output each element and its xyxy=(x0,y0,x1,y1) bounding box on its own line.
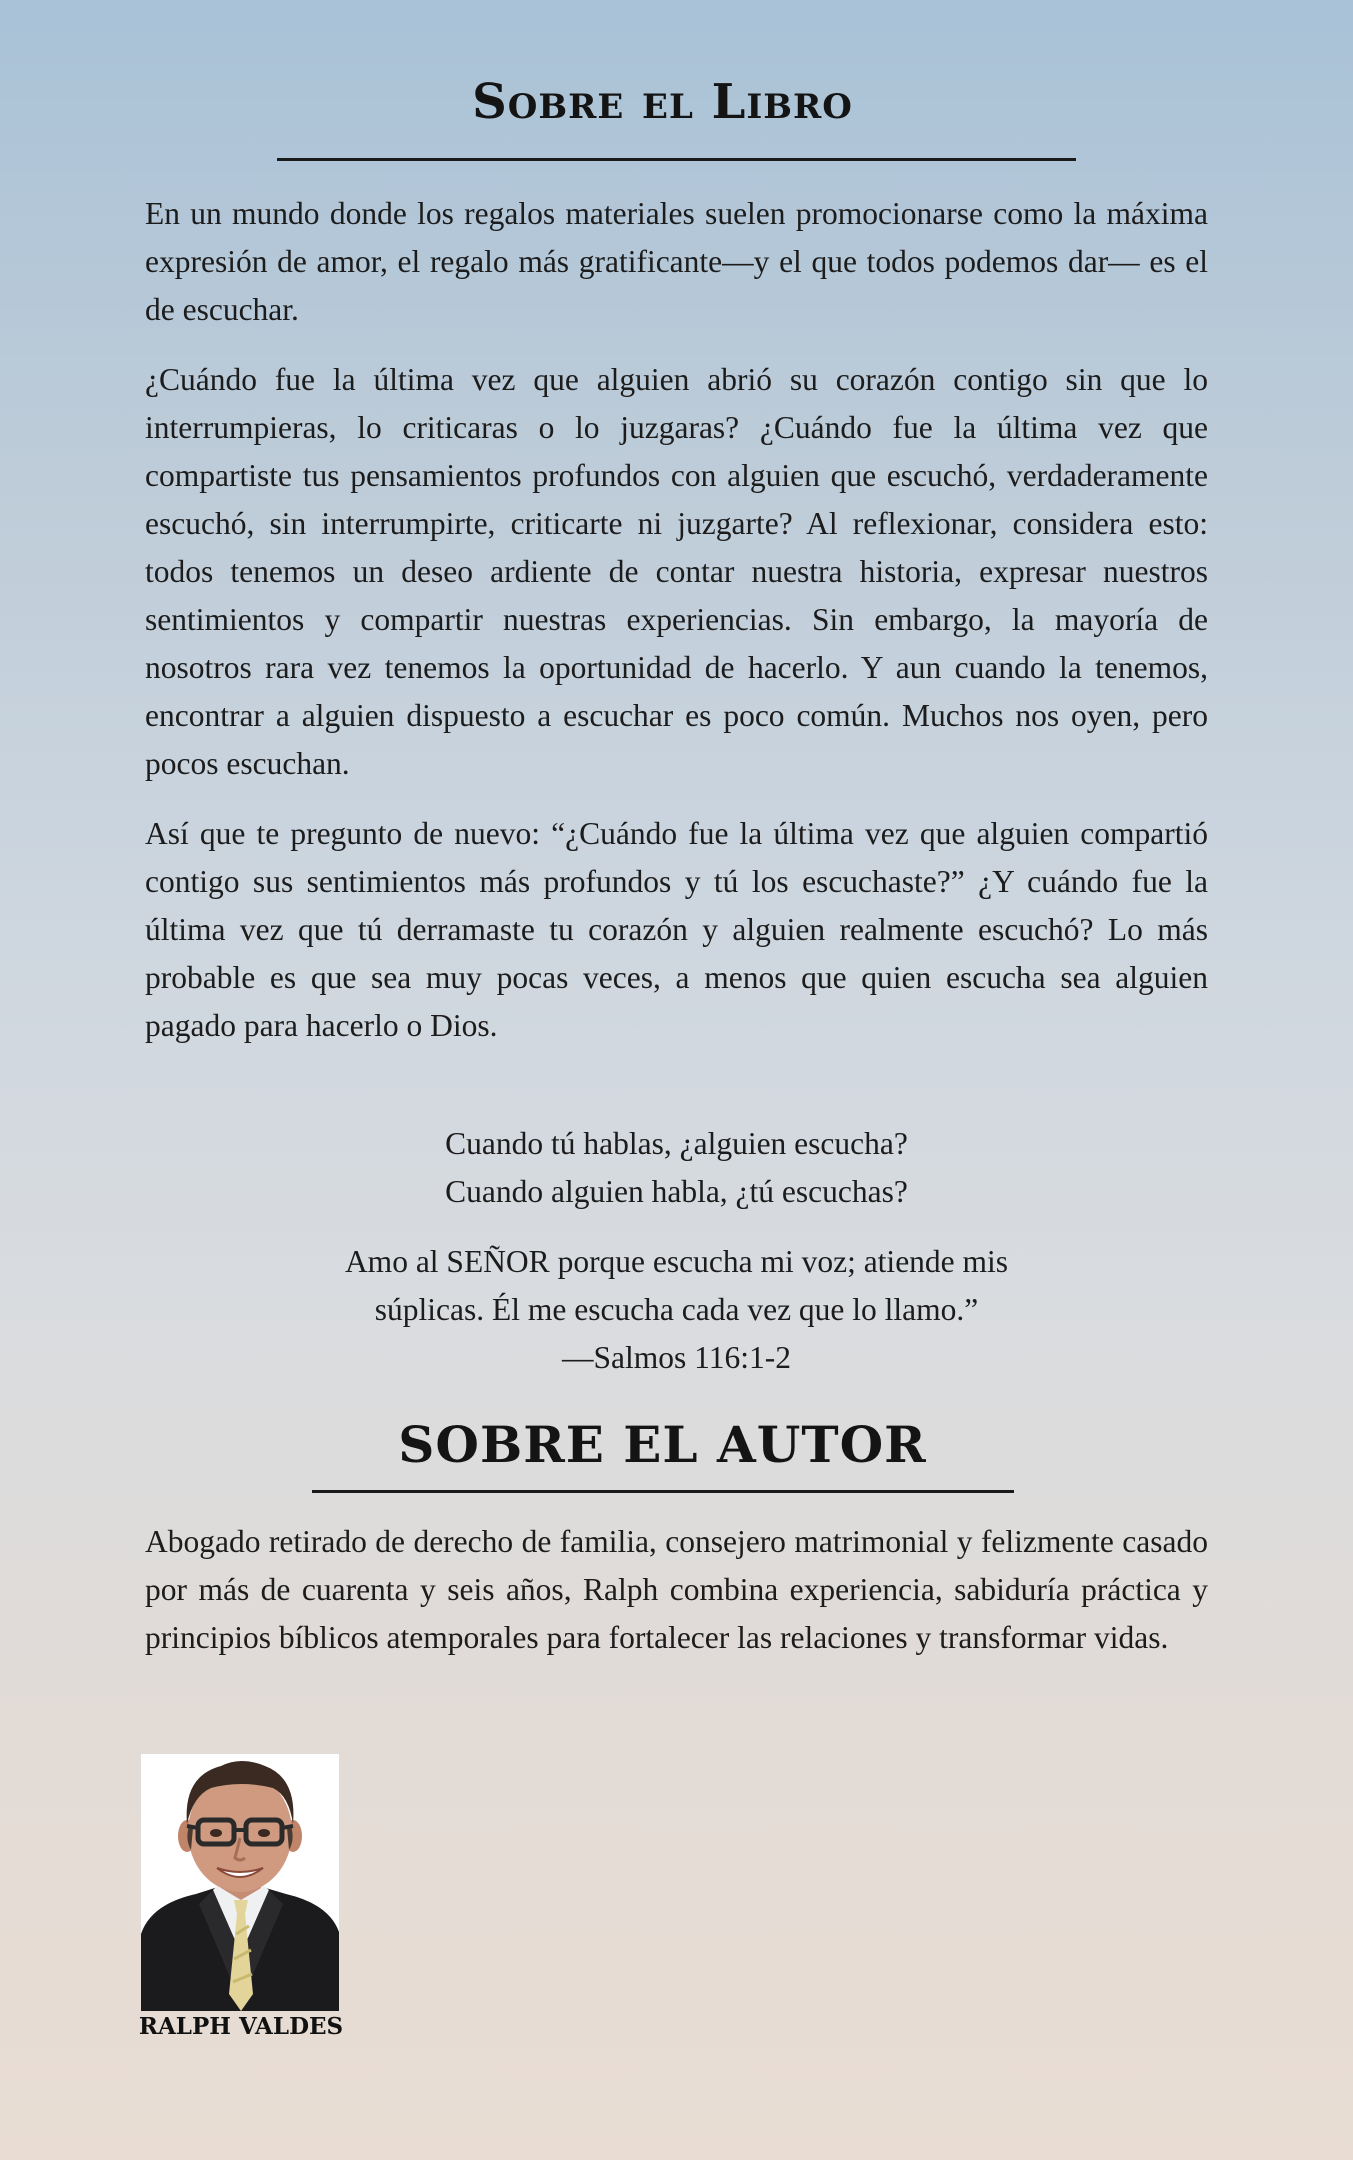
psalm-reference: —Salmos 116:1-2 xyxy=(562,1340,791,1375)
book-heading-divider xyxy=(277,158,1076,161)
book-paragraph-2: ¿Cuándo fue la última vez que alguien abrió su corazón contigo sin que lo interrumpieras, lo criticaras o lo juzgaras? ¿Cuándo fue la última vez que compartiste tus pensamientos profundos con alguien que escuchó, verdaderamente escuchó, sin interrumpirte, criticarte ni juzgarte? Al reflexionar, considera esto: todos tenemos un deseo ardiente de contar nuestra historia, expresar nuestros sentimientos y compartir nuestras experiencias. Sin embargo, la mayoría de nosotros rara vez tenemos la oportunidad de hacerlo. Y aun cuando la tenemos, encontrar a alguien dispuesto a escuchar es poco común. Muchos nos oyen, pero pocos escuchan. xyxy=(145,362,1208,781)
author-bio xyxy=(145,1518,1208,1662)
psalm-line-2: súplicas. Él me escucha cada vez que lo llamo.” xyxy=(374,1292,979,1327)
psalm-quote xyxy=(0,1238,1353,1382)
psalm-line-1: Amo al SEÑOR porque escucha mi voz; atiende mis xyxy=(344,1244,1009,1279)
author-photo xyxy=(141,1754,339,2011)
book-paragraph-1: En un mundo donde los regalos materiales suelen promocionarse como la máxima expresión de amor, el regalo más gratificante—y el que todos podemos dar— es el de escuchar. xyxy=(145,196,1208,327)
book-description xyxy=(145,190,1208,1072)
question-line-2: Cuando alguien habla, ¿tú escuchas? xyxy=(445,1174,908,1209)
author-heading-divider xyxy=(312,1490,1014,1493)
question-line-1: Cuando tú hablas, ¿alguien escucha? xyxy=(445,1126,908,1161)
listening-questions xyxy=(0,1120,1353,1216)
author-bio-paragraph: Abogado retirado de derecho de familia, consejero matrimonial y felizmente casado por más de cuarenta y seis años, Ralph combina experiencia, sabiduría práctica y principios bíblicos atemporales para fortalecer las relaciones y transformar vidas. xyxy=(145,1524,1208,1655)
book-section-heading: Sobre el Libro xyxy=(472,74,853,130)
author-name: RALPH VALDES xyxy=(138,2013,344,2040)
author-section-heading: SOBRE EL AUTOR xyxy=(398,1415,927,1474)
book-paragraph-3: Así que te pregunto de nuevo: “¿Cuándo fue la última vez que alguien compartió contigo sus sentimientos más profundos y tú los escuchaste?” ¿Y cuándo fue la última vez que tú derramaste tu corazón y alguien realmente escuchó? Lo más probable es que sea muy pocas veces, a menos que quien escucha sea alguien pagado para hacerlo o Dios. xyxy=(145,816,1208,1043)
